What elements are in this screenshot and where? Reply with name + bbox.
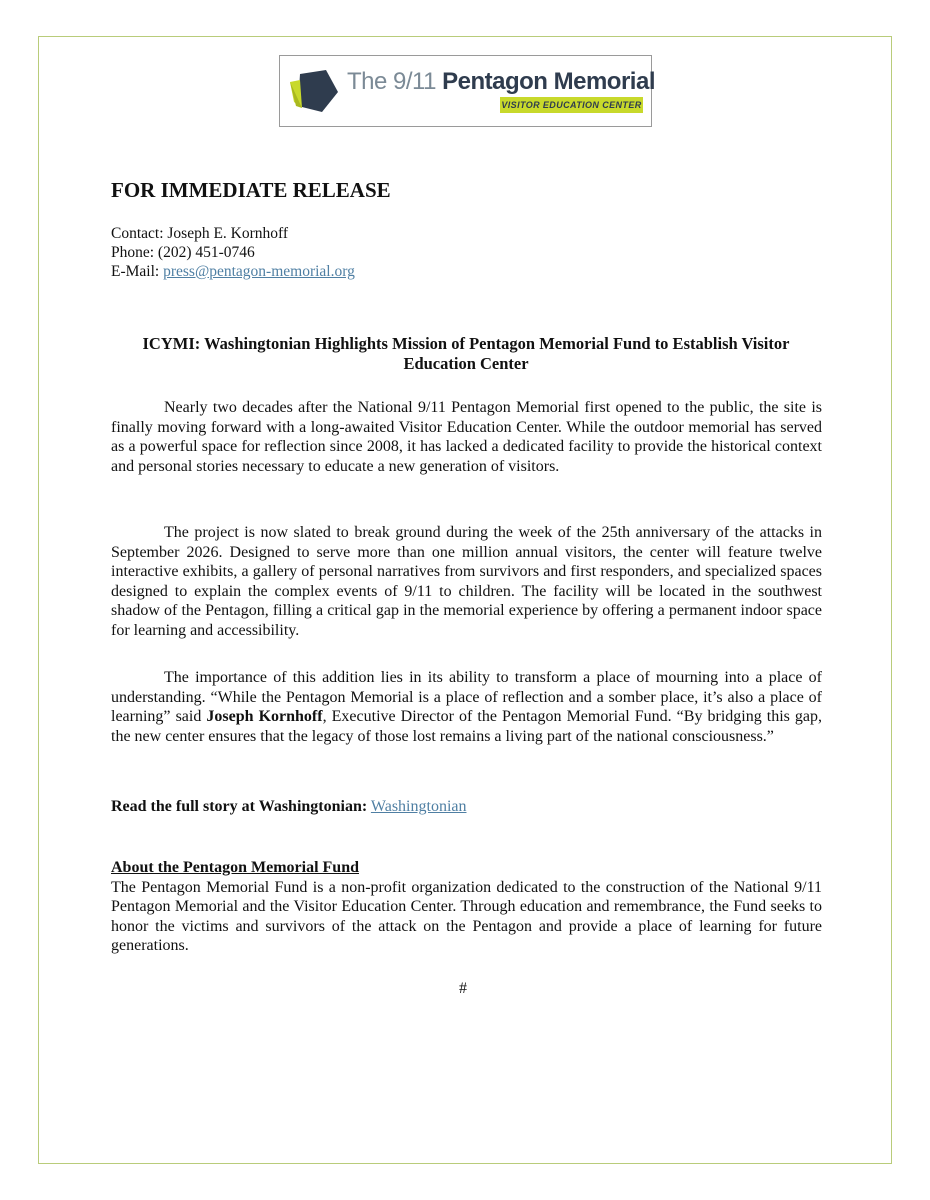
- memorial-logo: [279, 55, 655, 127]
- about-title: About the Pentagon Memorial Fund: [111, 859, 359, 876]
- end-mark: #: [459, 980, 467, 997]
- about-text: The Pentagon Memorial Fund is a non-profit organization dedicated to the construction of the National 9/11 Pentagon Memorial and the Visitor Education Center. Through education and remembrance, the Fund seeks to honor the victims and survivors of the attack on the Pentagon and provide a place of learning for future generations.: [111, 878, 822, 954]
- logo-tagline: VISITOR EDUCATION CENTER: [500, 97, 643, 113]
- body-paragraph-2: [111, 523, 822, 640]
- body-paragraph-1: [111, 398, 822, 476]
- contact-block: [111, 224, 355, 281]
- contact-email-label: E-Mail:: [111, 263, 164, 280]
- logo-title-bold: Pentagon Memorial: [442, 68, 655, 95]
- paragraph-text: [111, 668, 822, 746]
- quoted-person-name: Joseph Kornhoff: [206, 708, 323, 725]
- contact-phone: Phone: (202) 451-0746: [111, 244, 255, 261]
- contact-name: Contact: Joseph E. Kornhoff: [111, 225, 289, 242]
- read-more-label: Read the full story at Washingtonian:: [111, 798, 368, 815]
- quote-continuation: , Executive Director of the Pentagon Memorial Fund. “By bridging this gap, the new center ensures that the legacy of those lost remains a living part of the national consciousness.”: [111, 708, 823, 745]
- release-label: FOR IMMEDIATE RELEASE: [111, 178, 391, 202]
- paragraph-text: Nearly two decades after the National 9/11 Pentagon Memorial first opened to the public, the site is finally moving forward with a long-awaited Visitor Education Center. While the outdoor memorial has served as a powerful space for reflection since 2008, it has lacked a dedicated facility to provide the historical context and personal stories necessary to educate a new generation of visitors.: [111, 399, 822, 475]
- read-more-line: [111, 797, 467, 817]
- contact-email-line: [111, 262, 355, 281]
- about-section: [111, 858, 822, 956]
- paragraph-text: The project is now slated to break ground during the week of the 25th anniversary of the attacks in September 2026. Designed to serve more than one million annual visitors, the center will feature twelve interactive exhibits, a gallery of personal narratives from survivors and first responders, and specialized spaces designed to explain the complex events of 9/11 to children. The facility will be located in the southwest shadow of the Pentagon, filling a critical gap in the memorial experience by offering a permanent indoor space for learning and accessibility.: [111, 524, 822, 639]
- contact-email-link[interactable]: press@pentagon-memorial.org: [163, 263, 355, 280]
- body-paragraph-3: [111, 668, 822, 746]
- quote-intro: The importance of this addition lies in its ability to transform a place of mourning into a place of understanding. “While the Pentagon Memorial is a place of reflection and a somber place, it’s also a place of learning” said: [111, 669, 822, 725]
- pentagon-logo-icon: [286, 62, 342, 118]
- logo-title-prefix: The 9/11: [347, 68, 443, 95]
- logo-title: [347, 68, 655, 96]
- washingtonian-link[interactable]: Washingtonian: [370, 798, 467, 815]
- press-release-headline: ICYMI: Washingtonian Highlights Mission of Pentagon Memorial Fund to Establish Visitor Education Center: [142, 334, 790, 373]
